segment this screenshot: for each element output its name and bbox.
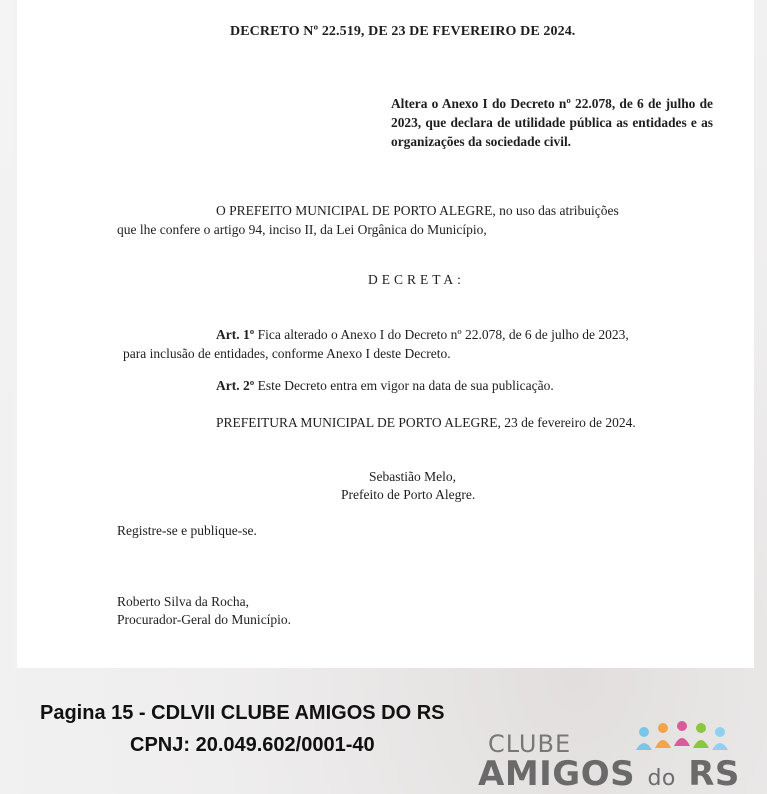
- decreta-heading: DECRETA:: [368, 272, 465, 287]
- logo-end-word: RS: [688, 754, 740, 794]
- article-2-text: Este Decreto entra em vigor na data de sua publicação.: [254, 378, 554, 393]
- decree-summary: Altera o Anexo I do Decreto nº 22.078, de 6 de julho de 2023, que declara de utilidade pública as entidades e as organizações da sociedade civil.: [391, 96, 713, 149]
- prefeitura-line: PREFEITURA MUNICIPAL DE PORTO ALEGRE, 23 de fevereiro de 2024.: [216, 415, 636, 430]
- people-logo-icon: [634, 718, 730, 754]
- article-1-text: Fica alterado o Anexo I do Decreto nº 22.078, de 6 de julho de 2023,: [254, 327, 629, 342]
- logo-clube-text: CLUBE: [488, 730, 572, 758]
- footer: [0, 690, 767, 794]
- logo-amigos-text: [478, 754, 740, 794]
- article-1: [216, 327, 629, 343]
- logo-small-word: do: [647, 766, 676, 791]
- signer-name: Sebastião Melo,: [369, 469, 456, 484]
- decree-title: DECRETO Nº 22.519, DE 23 DE FEVEREIRO DE 2024.: [230, 24, 576, 39]
- attorney-name: Roberto Silva da Rocha,: [117, 594, 249, 609]
- attorney-role: Procurador-Geral do Município.: [117, 612, 292, 627]
- document-page: [14, 0, 754, 668]
- logo-main-word: AMIGOS: [478, 754, 636, 794]
- page-edge: [14, 0, 17, 668]
- footer-cnpj-line: CPNJ: 20.049.602/0001-40: [130, 734, 375, 756]
- signer-role: Prefeito de Porto Alegre.: [341, 487, 476, 502]
- article-2: [216, 378, 554, 394]
- clube-amigos-logo: [476, 718, 766, 794]
- article-1-label: Art. 1º: [216, 327, 255, 342]
- article-2-label: Art. 2º: [216, 378, 255, 393]
- people-figures: [636, 721, 728, 750]
- register-line: Registre-se e publique-se.: [117, 523, 257, 538]
- preamble-line-2: que lhe confere o artigo 94, inciso II, da Lei Orgânica do Município,: [117, 222, 487, 237]
- article-1-continuation: para inclusão de entidades, conforme Anexo I deste Decreto.: [123, 346, 451, 361]
- footer-page-line: Pagina 15 - CDLVII CLUBE AMIGOS DO RS: [40, 702, 445, 724]
- preamble-line-1: O PREFEITO MUNICIPAL DE PORTO ALEGRE, no uso das atribuições: [216, 203, 619, 218]
